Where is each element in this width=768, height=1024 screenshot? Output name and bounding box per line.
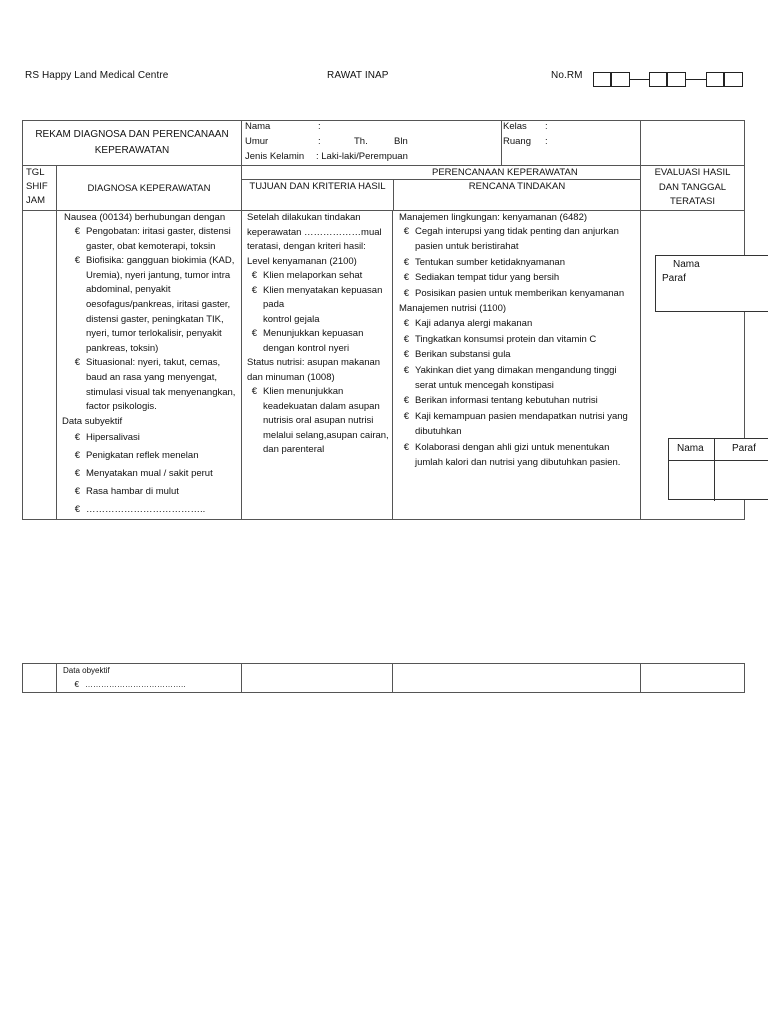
hospital-name: RS Happy Land Medical Centre <box>25 70 169 81</box>
ruang-colon: : <box>545 136 548 147</box>
objective-cell[interactable]: Data obyektif € ……………………………….. <box>57 664 242 693</box>
signature-table[interactable] <box>668 438 768 500</box>
class-room-info[interactable] <box>641 121 745 166</box>
rencana-item: Tingkatkan konsumsi protein dan vitamin C <box>415 333 597 345</box>
cause-item: Pengobatan: iritasi gaster, distensi gaster, obat kemoterapi, toksin <box>86 226 231 252</box>
rm-separator <box>630 79 649 80</box>
tgl-cell[interactable] <box>23 664 57 693</box>
rm-digit-box[interactable] <box>724 72 743 87</box>
tujuan-cell[interactable]: Setelah dilakukan tindakan keperawatan ………………mual teratasi, dengan kriteri hasil: Level kenyamanan (2100) € Klien melaporkan sehat € Klien menyatakan kepuasan pada kontrol gejala € Menunjukkan kepuasan dengan kontrol nyeri Status nutrisi: asupan makanan dan minuman (1008) € Klien menunjukkan keadekuatan dalam asupan nutrisis oral asupan nutrisi melalui selang,asupan cairan, dan parenteral <box>242 211 393 520</box>
subjective-item: Penigkatan reflek menelan <box>86 450 199 462</box>
col-rencana: RENCANA TINDAKAN <box>468 181 566 192</box>
manajemen-heading: Manajemen nutrisi (1100) <box>399 303 507 315</box>
rencana-item: Sediakan tempat tidur yang bersih <box>415 272 560 284</box>
col-tgl: TGL SHIF JAM <box>23 166 57 211</box>
status-item: Klien menunjukkan keadekuatan dalam asupan nutrisis oral asupan nutrisi melalui selang,asupan cairan, dan parenteral <box>263 386 389 455</box>
cause-item: Biofisika: gangguan biokimia (KAD, Uremia), nyeri jantung, tumor intra abdominal, penyakit oesofagus/pankreas, iritasi gaster, distensi gaster, peningkatan TIK, nyeri, tumor terlokalisir, penyakit pankreas, toksin) <box>86 255 235 354</box>
form-title: REKAM DIAGNOSA DAN PERENCANAAN KEPERAWATAN <box>23 121 242 166</box>
rm-digit-box[interactable] <box>706 72 724 87</box>
subjective-item: Hipersalivasi <box>86 432 140 444</box>
level-item: kontrol gejala <box>263 313 320 325</box>
rm-separator <box>686 79 706 80</box>
evaluasi-cell[interactable] <box>641 664 745 693</box>
signature-nama-header: Nama <box>677 443 704 454</box>
header-divider <box>501 121 502 165</box>
diagnosa-heading: Nausea (00134) berhubungan dengan <box>64 212 226 223</box>
col-evaluasi: EVALUASI HASIL DAN TANGGAL TERATASI <box>641 166 745 211</box>
rencana-item: Kaji kemampuan pasien mendapatkan nutrisi yang dibutuhkan <box>415 410 628 438</box>
manajemen-heading: Manajemen lingkungan: kenyamanan (6482) <box>399 212 588 223</box>
tgl-cell[interactable] <box>23 211 57 520</box>
rencana-item: Kolaborasi dengan ahli gizi untuk menentukan jumlah kalori dan nutrisi yang dibutuhkan pasien. <box>415 441 621 469</box>
level-item: Klien menyatakan kepuasan pada <box>263 284 383 310</box>
rencana-item: Tentukan sumber ketidaknyamanan <box>415 256 565 268</box>
col-diagnosa: DIAGNOSA KEPERAWATAN <box>57 166 242 211</box>
rencana-item: Yakinkan diet yang dimakan mengandung tinggi serat untuk mencegah konstipasi <box>415 364 617 392</box>
signature-paraf-label: Paraf <box>662 273 686 284</box>
status-heading: Status nutrisi: asupan makanan dan minuman (1008) <box>247 357 381 383</box>
ruang-label: Ruang <box>503 136 531 147</box>
unit-name: RAWAT INAP <box>327 70 389 81</box>
cause-item: Situasional: nyeri, takut, cemas, baud an rasa yang menyengat, stimulasi visual tak menyenangkan, factor psikologis. <box>86 357 236 413</box>
level-item: Menunjukkan kepuasan <box>263 328 364 339</box>
kelas-label: Kelas <box>503 121 527 132</box>
level-heading: Level kenyamanan (2100) <box>247 255 357 267</box>
tujuan-intro: Setelah dilakukan tindakan keperawatan ………………mual teratasi, dengan kriteri hasil: <box>247 212 382 252</box>
objective-item[interactable]: ……………………………….. <box>85 680 186 689</box>
rm-label: No.RM <box>551 70 583 81</box>
rencana-item: Posisikan pasien untuk memberikan kenyamanan <box>415 287 625 299</box>
rm-digit-box[interactable] <box>593 72 611 87</box>
care-plan-continuation <box>22 663 745 693</box>
signature-box[interactable] <box>655 255 768 312</box>
rencana-item: Berikan informasi tentang kebutuhan nutrisi <box>415 395 598 407</box>
kelas-colon: : <box>545 121 548 132</box>
rencana-cell[interactable]: Manajemen lingkungan: kenyamanan (6482) € Cegah interupsi yang tidak penting dan anjurkan pasien untuk beristirahat € Tentukan sumber ketidaknyamanan € Sediakan tempat tidur yang bersih € Posisikan pasien untuk memberikan kenyamanan Manajemen nutrisi (1100) € Kaji adanya alergi makanan € Tingkatkan konsumsi protein dan vitamin C € Berikan substansi gula € Yakinkan diet yang dimakan mengandung tinggi serat untuk mencegah konstipasi € Berikan informasi tentang kebutuhan nutrisi € Kaji kemampuan pasien mendapatkan nutrisi yang dibutuhkan € Kolaborasi dengan ahli gizi untuk menentukan jumlah kalori dan nutrisi yang dibutuhkan pasien. <box>393 211 641 520</box>
rm-digit-box[interactable] <box>611 72 630 87</box>
subjective-label: Data subyektif <box>62 415 123 427</box>
col-perencanaan: PERENCANAAN KEPERAWATAN TUJUAN DAN KRITERIA HASIL RENCANA TINDAKAN <box>242 166 641 211</box>
subjective-item: Rasa hambar di mulut <box>86 486 179 498</box>
subjective-item[interactable]: ……………………………….. <box>86 504 206 516</box>
rencana-item: Cegah interupsi yang tidak penting dan anjurkan pasien untuk beristirahat <box>415 226 619 253</box>
care-plan-table <box>22 120 745 520</box>
signature-nama-label: Nama <box>673 259 700 270</box>
rm-digit-box[interactable] <box>649 72 667 87</box>
level-item: Klien melaporkan sehat <box>263 270 363 281</box>
rencana-cell[interactable] <box>393 664 641 693</box>
level-item: dengan kontrol nyeri <box>263 342 350 354</box>
col-tujuan: TUJUAN DAN KRITERIA HASIL <box>242 180 394 210</box>
subjective-item: Menyatakan mual / sakit perut <box>86 468 213 480</box>
diagnosa-cell[interactable]: Nausea (00134) berhubungan dengan € Pengobatan: iritasi gaster, distensi gaster, obat kemoterapi, toksin € Biofisika: gangguan biokimia (KAD, Uremia), nyeri jantung, tumor intra abdominal, penyakit oesofagus/pankreas, iritasi gaster, distensi gaster, peningkatan TIK, nyeri, tumor terlokalisir, penyakit pankreas, toksin) € Situasional: nyeri, takut, cemas, baud an rasa yang menyengat, stimulasi visual tak menyenangkan, factor psikologis. Data subyektif € Hipersalivasi € Penigkatan reflek menelan € Menyatakan mual / sakit perut € Rasa hambar di mulut € ……………………………….. <box>57 211 242 520</box>
rencana-item: Kaji adanya alergi makanan <box>415 318 533 330</box>
rm-digit-box[interactable] <box>667 72 686 87</box>
patient-info[interactable]: Nama : Umur : Th. Bln Jenis Kelamin : Laki-laki/Perempuan <box>242 121 641 166</box>
rencana-item: Berikan substansi gula <box>415 349 511 361</box>
signature-paraf-header: Paraf <box>732 443 756 454</box>
tujuan-cell[interactable] <box>242 664 393 693</box>
objective-label: Data obyektif <box>63 666 110 675</box>
